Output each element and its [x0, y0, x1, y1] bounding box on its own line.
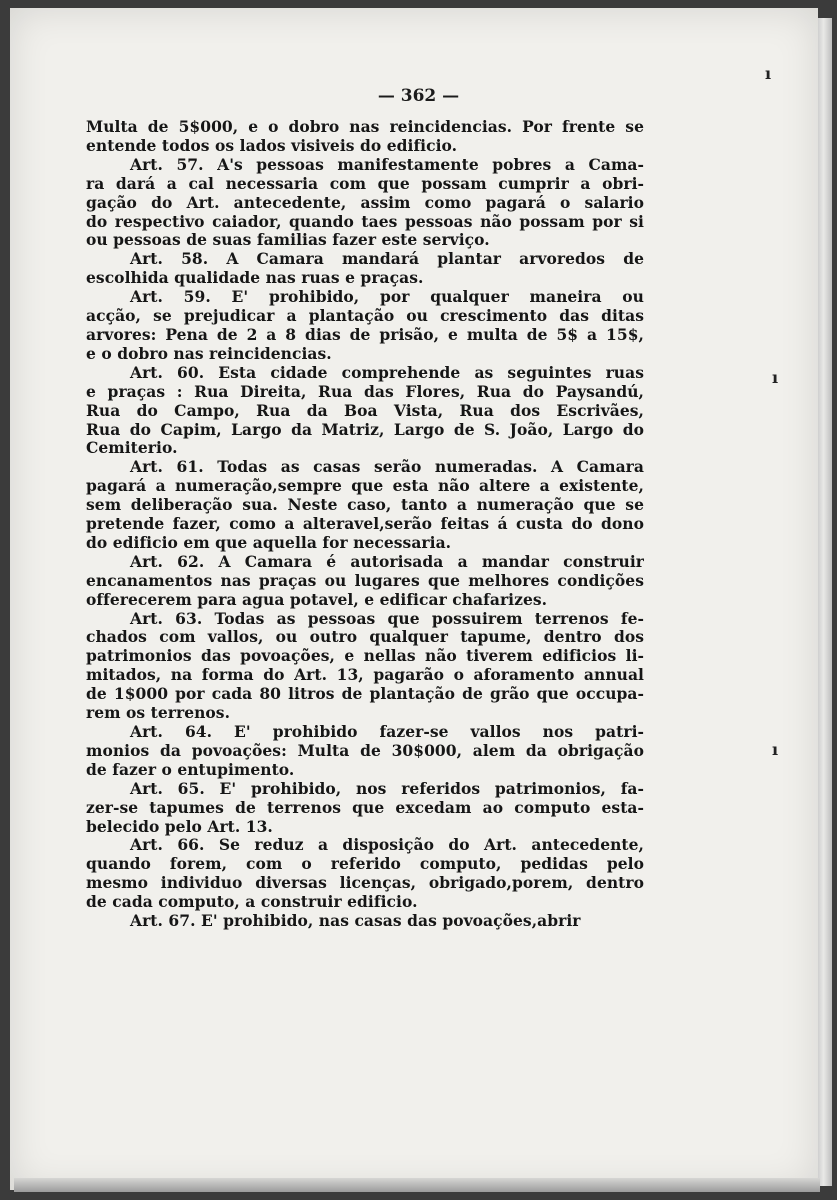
text-line: gação do Art. antecedente, assim como pagará o salario	[86, 193, 644, 212]
text-line: Cemiterio.	[86, 439, 178, 458]
text-line: mitados, na forma do Art. 13, pagarão o aforamento annual	[86, 666, 644, 685]
text-line: patrimonios das povoações, e nellas não tiverem edificios li-	[86, 647, 644, 666]
text-line: Art. 60. Esta cidade comprehende as seguintes ruas	[130, 363, 644, 382]
text-line: do respectivo caiador, quando taes pessoas não possam por si	[86, 212, 644, 231]
text-line: zer-se tapumes de terrenos que excedam ao computo esta-	[86, 798, 644, 817]
text-line: e praças : Rua Direita, Rua das Flores, Rua do Paysandú,	[86, 382, 644, 401]
text-line: belecido pelo Art. 13.	[86, 817, 273, 836]
text-line: Art. 61. Todas as casas serão numeradas. A Camara	[130, 458, 644, 477]
text-line: Art. 59. E' prohibido, por qualquer maneira ou	[130, 288, 644, 307]
text-line: Art. 67. E' prohibido, nas casas das povoações,abrir	[130, 912, 581, 931]
text-line: de 1$000 por cada 80 litros de plantação de grão que occupa-	[86, 685, 644, 704]
margin-mark: ı	[765, 64, 772, 83]
text-line: de fazer o entupimento.	[86, 760, 295, 779]
text-line: pagará a numeração,sempre que esta não altere a existente,	[86, 477, 644, 496]
text-line: Art. 58. A Camara mandará plantar arvoredos de	[130, 250, 644, 269]
text-line: ou pessoas de suas familias fazer este serviço.	[86, 231, 490, 250]
text-line: Art. 57. A's pessoas manifestamente pobres a Cama-	[130, 155, 644, 174]
text-line: ra dará a cal necessaria com que possam cumprir a obri-	[86, 174, 644, 193]
text-line: e o dobro nas reincidencias.	[86, 344, 332, 363]
text-line: Rua do Campo, Rua da Boa Vista, Rua dos Escrivães,	[86, 401, 644, 420]
text-line: monios da povoações: Multa de 30$000, alem da obrigação	[86, 741, 644, 760]
text-line: acção, se prejudicar a plantação ou crescimento das ditas	[86, 307, 644, 326]
text-line: Art. 66. Se reduz a disposição do Art. antecedente,	[130, 836, 644, 855]
text-line: arvores: Pena de 2 a 8 dias de prisão, e multa de 5$ a 15$,	[86, 325, 644, 344]
text-line: Multa de 5$000, e o dobro nas reincidencias. Por frente se	[86, 118, 644, 136]
text-line: entende todos os lados visiveis do edificio.	[86, 136, 458, 155]
page-number: — 362 —	[377, 86, 460, 106]
margin-mark: ı	[772, 740, 779, 759]
text-line: offerecerem para agua potavel, e edificar chafarizes.	[86, 590, 548, 609]
body-text	[86, 118, 644, 931]
text-line: chados com vallos, ou outro qualquer tapume, dentro dos	[86, 628, 644, 647]
text-line: Art. 65. E' prohibido, nos referidos patrimonios, fa-	[130, 779, 644, 798]
page-bottom-edge	[14, 1178, 820, 1192]
text-line: Art. 63. Todas as pessoas que possuirem terrenos fe-	[130, 609, 644, 628]
text-line: Art. 64. E' prohibido fazer-se vallos nos patri-	[130, 723, 644, 741]
text-line: encanamentos nas praças ou lugares que melhores condições	[86, 571, 644, 590]
text-line: Rua do Capim, Largo da Matriz, Largo de S. João, Largo do	[86, 420, 644, 439]
text-line: rem os terrenos.	[86, 704, 231, 723]
page-stack-edge	[818, 18, 832, 1186]
text-line: mesmo individuo diversas licenças, obrigado,porem, dentro	[86, 874, 644, 893]
text-line: de cada computo, a construir edificio.	[86, 893, 418, 912]
margin-mark: ı	[772, 368, 779, 387]
text-line: do edificio em que aquella for necessaria.	[86, 533, 452, 552]
text-line: Art. 62. A Camara é autorisada a mandar construir	[130, 552, 644, 571]
text-line: quando forem, com o referido computo, pedidas pelo	[86, 855, 644, 874]
text-line: sem deliberação sua. Neste caso, tanto a numeração que se	[86, 496, 644, 515]
text-line: pretende fazer, como a alteravel,serão feitas á custa do dono	[86, 515, 644, 534]
text-line: escolhida qualidade nas ruas e praças.	[86, 269, 424, 288]
